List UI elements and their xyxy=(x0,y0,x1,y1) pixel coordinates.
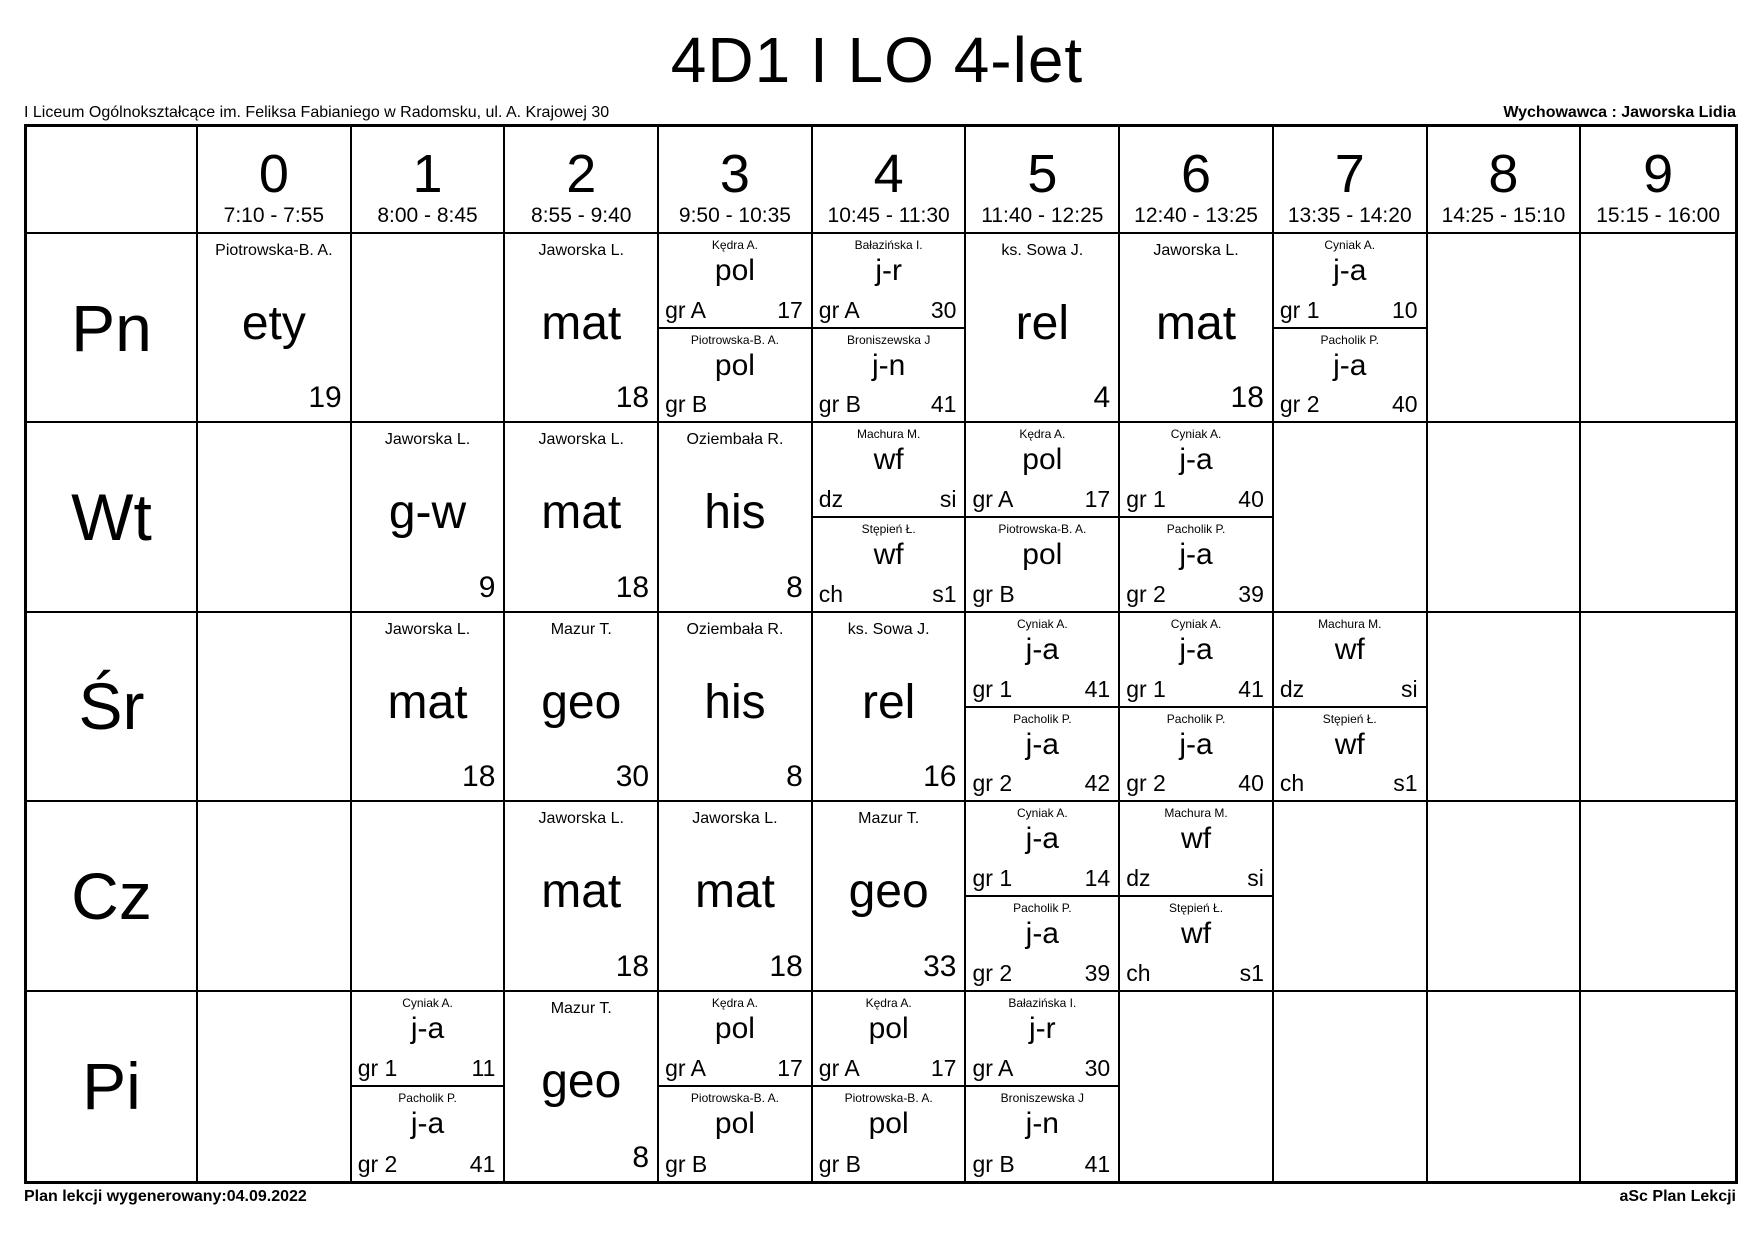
empty-slot xyxy=(1581,234,1735,423)
lesson-group: gr 2 xyxy=(357,1151,398,1177)
lesson-room: si xyxy=(939,486,957,513)
lesson-room: s1 xyxy=(1393,770,1418,797)
empty-slot xyxy=(1120,992,1274,1181)
lesson-group: gr 2 xyxy=(1279,391,1320,418)
period-number: 9 xyxy=(1643,144,1674,204)
lesson-subject: pol xyxy=(714,1011,755,1045)
lesson-room: 41 xyxy=(930,391,957,418)
group-lesson xyxy=(659,234,811,327)
lesson-subject: j-a xyxy=(1025,632,1059,666)
lesson-group: gr 1 xyxy=(972,864,1013,891)
lesson-subject: wf xyxy=(1334,632,1365,666)
lesson-subject: geo xyxy=(541,675,622,729)
lesson-slot-split xyxy=(659,992,813,1181)
lesson-group: gr B xyxy=(818,1151,861,1177)
lesson-subject: wf xyxy=(1181,916,1212,950)
group-lesson xyxy=(966,613,1118,706)
lesson-slot xyxy=(198,234,352,423)
lesson-room: 18 xyxy=(615,381,650,415)
lesson-room: 41 xyxy=(1084,675,1111,702)
timetable-title: 4D1 I LO 4-let xyxy=(670,24,1084,96)
lesson-room: 8 xyxy=(786,760,803,794)
group-lesson xyxy=(813,1085,965,1181)
group-lesson xyxy=(966,992,1118,1086)
group-lesson xyxy=(352,1085,504,1181)
lesson-subject: wf xyxy=(873,443,904,477)
lesson-subject: j-a xyxy=(1333,254,1367,287)
lesson-subject: wf xyxy=(1334,727,1365,761)
lesson-room: 19 xyxy=(308,381,342,415)
lesson-subject: wf xyxy=(873,538,904,572)
lesson-room: 30 xyxy=(615,760,650,794)
empty-slot xyxy=(1581,802,1735,991)
lesson-teacher: Pacholik P. xyxy=(1166,711,1226,726)
lesson-slot-split xyxy=(813,992,967,1181)
timetable-grid xyxy=(24,124,1738,1184)
lesson-group: gr 1 xyxy=(357,1055,398,1082)
empty-slot xyxy=(1428,613,1582,802)
lesson-subject: mat xyxy=(1156,297,1237,350)
lesson-teacher: ks. Sowa J. xyxy=(847,620,930,638)
empty-slot xyxy=(1274,802,1428,991)
lesson-subject: pol xyxy=(868,1107,909,1141)
school-name: I Liceum Ogólnokształcące im. Feliksa Fabianiego w Radomsku, ul. A. Krajowej 30 xyxy=(24,104,610,121)
group-lesson xyxy=(1274,327,1426,422)
lesson-group: gr A xyxy=(818,296,860,323)
day-name: Cz xyxy=(27,802,198,991)
lesson-group: dz xyxy=(1126,864,1151,891)
lesson-teacher: Cyniak A. xyxy=(1016,806,1068,821)
group-lesson xyxy=(813,327,965,422)
lesson-room: si xyxy=(1400,675,1418,702)
lesson-teacher: Piotrowska-B. A. xyxy=(844,1091,933,1106)
group-lesson xyxy=(1120,895,1272,990)
lesson-room: 39 xyxy=(1238,580,1264,607)
lesson-teacher: Cyniak A. xyxy=(1170,427,1222,442)
lesson-teacher: Pacholik P. xyxy=(1013,711,1072,726)
lesson-teacher: Piotrowska-B. A. xyxy=(215,242,333,259)
lesson-group: gr 1 xyxy=(1279,296,1320,323)
lesson-slot xyxy=(352,423,506,612)
lesson-slot-split xyxy=(966,423,1120,612)
empty-slot xyxy=(352,234,506,423)
period-header xyxy=(1120,127,1274,234)
lesson-teacher: Jaworska L. xyxy=(384,620,471,638)
lesson-slot-split xyxy=(813,234,967,423)
group-lesson xyxy=(659,992,811,1086)
lesson-slot xyxy=(352,613,506,802)
lesson-teacher: Mazur T. xyxy=(550,999,612,1017)
software-brand: aSc Plan Lekcji xyxy=(1619,1188,1736,1205)
lesson-room: s1 xyxy=(932,580,957,607)
lesson-teacher: Stępień Ł. xyxy=(861,522,916,537)
group-lesson xyxy=(659,1085,811,1181)
lesson-room: 41 xyxy=(1084,1151,1111,1177)
empty-slot xyxy=(1274,992,1428,1181)
period-number: 3 xyxy=(719,144,750,204)
lesson-subject: geo xyxy=(541,1054,622,1108)
period-header xyxy=(352,127,506,234)
lesson-teacher: Pacholik P. xyxy=(1166,522,1226,537)
period-number: 0 xyxy=(258,144,289,204)
lesson-room: 40 xyxy=(1238,770,1264,797)
period-time: 13:35 - 14:20 xyxy=(1287,204,1412,227)
day-name: Śr xyxy=(27,613,198,802)
period-time: 10:45 - 11:30 xyxy=(827,204,950,227)
lesson-room: 41 xyxy=(1238,675,1264,702)
period-number: 2 xyxy=(566,144,597,204)
lesson-room: 39 xyxy=(1084,959,1111,986)
lesson-room: 17 xyxy=(1084,486,1111,513)
lesson-subject: geo xyxy=(848,865,929,919)
lesson-room: 30 xyxy=(1084,1055,1111,1082)
lesson-group: ch xyxy=(1279,770,1305,797)
lesson-teacher: Jaworska L. xyxy=(1153,242,1239,259)
lesson-room: 18 xyxy=(462,760,496,794)
lesson-teacher: Jaworska L. xyxy=(384,431,471,449)
empty-slot xyxy=(198,423,352,612)
lesson-slot-split xyxy=(1120,802,1274,991)
period-time: 11:40 - 12:25 xyxy=(981,204,1104,227)
lesson-teacher: Pacholik P. xyxy=(1013,900,1072,915)
empty-slot xyxy=(1581,992,1735,1181)
empty-slot xyxy=(198,613,352,802)
period-number: 7 xyxy=(1334,144,1365,204)
lesson-room: 18 xyxy=(769,949,803,983)
lesson-subject: pol xyxy=(1022,443,1063,477)
lesson-slot xyxy=(505,423,659,612)
lesson-teacher: Oziembała R. xyxy=(686,620,784,638)
group-lesson xyxy=(966,1085,1118,1181)
lesson-room: 4 xyxy=(1093,381,1111,415)
group-lesson xyxy=(1274,706,1426,801)
group-lesson xyxy=(659,327,811,422)
lesson-group: gr 2 xyxy=(972,959,1013,986)
lesson-group: gr 1 xyxy=(1126,486,1166,513)
lesson-teacher: Stępień Ł. xyxy=(1322,711,1377,726)
period-time: 12:40 - 13:25 xyxy=(1134,204,1258,227)
period-header xyxy=(813,127,967,234)
empty-slot xyxy=(1428,802,1582,991)
lesson-room: 42 xyxy=(1084,770,1111,797)
lesson-teacher: Kędra A. xyxy=(711,238,758,252)
period-header xyxy=(1581,127,1735,234)
lesson-room: 16 xyxy=(923,760,957,794)
lesson-subject: j-a xyxy=(1025,916,1059,950)
period-number: 8 xyxy=(1488,144,1519,204)
lesson-subject: his xyxy=(704,675,766,729)
lesson-slot-split xyxy=(1120,423,1274,612)
lesson-teacher: Broniszewska J xyxy=(846,332,931,347)
lesson-teacher: Kędra A. xyxy=(1019,427,1066,442)
group-lesson xyxy=(966,516,1118,611)
group-lesson xyxy=(813,516,965,611)
lesson-subject: pol xyxy=(714,348,755,382)
lesson-group: gr A xyxy=(665,1055,707,1082)
period-time: 8:55 - 9:40 xyxy=(531,204,632,227)
lesson-group: gr A xyxy=(665,296,707,323)
lesson-subject: rel xyxy=(1015,297,1069,350)
lesson-subject: j-a xyxy=(1025,822,1059,856)
lesson-teacher: ks. Sowa J. xyxy=(1001,242,1084,259)
lesson-subject: j-a xyxy=(1179,632,1213,666)
period-time: 14:25 - 15:10 xyxy=(1441,204,1566,227)
period-header xyxy=(659,127,813,234)
lesson-room: si xyxy=(1247,864,1264,891)
lesson-room: 33 xyxy=(923,949,957,983)
lesson-subject: j-a xyxy=(1179,727,1213,761)
lesson-group: ch xyxy=(1126,959,1151,986)
lesson-group: gr A xyxy=(818,1055,860,1082)
empty-slot xyxy=(198,992,352,1181)
lesson-subject: j-a xyxy=(410,1011,445,1045)
lesson-slot xyxy=(813,613,967,802)
lesson-teacher: Cyniak A. xyxy=(402,995,453,1010)
period-time: 9:50 - 10:35 xyxy=(678,204,791,227)
lesson-room: s1 xyxy=(1239,959,1264,986)
lesson-room: 30 xyxy=(930,296,957,323)
lesson-subject: j-a xyxy=(1333,348,1367,382)
lesson-teacher: Pacholik P. xyxy=(398,1091,457,1106)
lesson-teacher: Piotrowska-B. A. xyxy=(690,1091,779,1106)
lesson-subject: j-r xyxy=(1029,1011,1056,1045)
period-number: 1 xyxy=(412,144,443,204)
lesson-group: gr 2 xyxy=(972,770,1013,797)
lesson-group: gr B xyxy=(972,1151,1015,1177)
group-lesson xyxy=(966,423,1118,516)
group-lesson xyxy=(1120,802,1272,895)
lesson-slot-split xyxy=(966,613,1120,802)
period-header xyxy=(198,127,352,234)
period-header xyxy=(966,127,1120,234)
period-header xyxy=(1274,127,1428,234)
group-lesson xyxy=(1274,613,1426,706)
lesson-slot-split xyxy=(966,992,1120,1181)
lesson-subject: j-a xyxy=(1179,538,1213,572)
period-number: 6 xyxy=(1181,144,1212,204)
lesson-room: 18 xyxy=(1230,381,1264,415)
lesson-slot xyxy=(966,234,1120,423)
lesson-group: gr B xyxy=(972,580,1015,607)
day-name: Pi xyxy=(27,992,198,1181)
lesson-group: gr 1 xyxy=(972,675,1013,702)
lesson-slot xyxy=(505,234,659,423)
lesson-slot-split xyxy=(1274,234,1428,423)
lesson-teacher: Bałazińska I. xyxy=(1008,995,1077,1010)
lesson-slot xyxy=(813,802,967,991)
lesson-subject: g-w xyxy=(388,486,467,540)
empty-slot xyxy=(1581,423,1735,612)
lesson-group: gr B xyxy=(665,1151,708,1177)
lesson-slot xyxy=(505,613,659,802)
lesson-teacher: Machura M. xyxy=(1164,806,1228,821)
lesson-teacher: Piotrowska-B. A. xyxy=(998,522,1087,537)
lesson-slot-split xyxy=(1120,613,1274,802)
lesson-subject: j-n xyxy=(871,348,906,382)
lesson-teacher: Jaworska L. xyxy=(692,810,778,828)
group-lesson xyxy=(1120,423,1272,516)
lesson-teacher: Pacholik P. xyxy=(1320,332,1379,347)
lesson-room: 9 xyxy=(478,570,496,604)
lesson-teacher: Mazur T. xyxy=(858,810,920,828)
lesson-slot xyxy=(505,992,659,1181)
day-name: Wt xyxy=(27,423,198,612)
period-header xyxy=(1428,127,1582,234)
lesson-slot xyxy=(505,802,659,991)
lesson-subject: j-a xyxy=(1179,443,1213,477)
lesson-room: 11 xyxy=(471,1055,496,1082)
lesson-slot-split xyxy=(813,423,967,612)
lesson-subject: ety xyxy=(241,297,306,350)
empty-slot xyxy=(352,802,506,991)
group-lesson xyxy=(352,992,504,1086)
lesson-subject: j-a xyxy=(410,1107,445,1141)
group-lesson xyxy=(813,234,965,327)
lesson-room: 8 xyxy=(632,1140,650,1174)
group-lesson xyxy=(1120,706,1272,801)
lesson-room: 40 xyxy=(1392,391,1418,418)
lesson-group: gr 2 xyxy=(1126,580,1166,607)
lesson-slot xyxy=(659,423,813,612)
lesson-room: 17 xyxy=(930,1055,957,1082)
lesson-teacher: Kędra A. xyxy=(711,995,758,1010)
lesson-teacher: Mazur T. xyxy=(550,620,612,638)
lesson-group: gr A xyxy=(972,486,1014,513)
lesson-subject: mat xyxy=(694,865,775,919)
generated-date: Plan lekcji wygenerowany:04.09.2022 xyxy=(24,1188,307,1205)
group-lesson xyxy=(966,895,1118,990)
lesson-subject: j-a xyxy=(1025,727,1059,761)
lesson-teacher: Bałazińska I. xyxy=(854,238,923,252)
lesson-teacher: Piotrowska-B. A. xyxy=(690,332,779,347)
lesson-slot xyxy=(659,613,813,802)
lesson-room: 17 xyxy=(777,296,803,323)
lesson-subject: mat xyxy=(541,486,622,540)
lesson-group: gr 2 xyxy=(1126,770,1166,797)
empty-slot xyxy=(198,802,352,991)
lesson-teacher: Kędra A. xyxy=(865,995,912,1010)
lesson-subject: mat xyxy=(387,675,468,729)
lesson-group: ch xyxy=(818,580,844,607)
period-header xyxy=(505,127,659,234)
lesson-subject: pol xyxy=(868,1011,909,1045)
lesson-slot-split xyxy=(352,992,506,1181)
lesson-teacher: Jaworska L. xyxy=(538,242,624,259)
empty-slot xyxy=(1581,613,1735,802)
lesson-room: 17 xyxy=(777,1055,803,1082)
lesson-teacher: Machura M. xyxy=(856,427,921,442)
lesson-subject: pol xyxy=(714,254,755,287)
corner-cell xyxy=(27,127,198,234)
lesson-room: 18 xyxy=(615,949,650,983)
period-time: 7:10 - 7:55 xyxy=(223,204,325,227)
group-lesson xyxy=(1120,613,1272,706)
lesson-slot-split xyxy=(966,802,1120,991)
lesson-subject: j-r xyxy=(875,254,902,287)
period-time: 15:15 - 16:00 xyxy=(1596,204,1721,227)
empty-slot xyxy=(1428,234,1582,423)
lesson-group: gr B xyxy=(818,391,861,418)
lesson-group: dz xyxy=(818,486,844,513)
group-lesson xyxy=(1120,516,1272,611)
period-number: 4 xyxy=(873,144,904,204)
lesson-slot-split xyxy=(1274,613,1428,802)
lesson-subject: his xyxy=(704,486,766,540)
period-number: 5 xyxy=(1027,144,1058,204)
lesson-subject: j-n xyxy=(1025,1107,1059,1141)
class-teacher: Wychowawca : Jaworska Lidia xyxy=(1503,104,1736,121)
lesson-subject: mat xyxy=(541,297,622,350)
lesson-teacher: Cyniak A. xyxy=(1170,616,1222,631)
lesson-teacher: Jaworska L. xyxy=(538,810,624,828)
group-lesson xyxy=(966,802,1118,895)
lesson-group: gr 1 xyxy=(1126,675,1166,702)
lesson-room: 10 xyxy=(1392,296,1418,323)
lesson-teacher: Oziembała R. xyxy=(686,431,784,449)
lesson-teacher: Jaworska L. xyxy=(538,431,624,449)
lesson-room: 14 xyxy=(1084,864,1111,891)
lesson-teacher: Machura M. xyxy=(1318,616,1382,631)
lesson-subject: wf xyxy=(1181,822,1212,856)
lesson-teacher: Cyniak A. xyxy=(1016,616,1068,631)
lesson-group: dz xyxy=(1279,675,1305,702)
period-time: 8:00 - 8:45 xyxy=(377,204,478,227)
empty-slot xyxy=(1428,423,1582,612)
group-lesson xyxy=(813,992,965,1086)
lesson-slot xyxy=(659,802,813,991)
lesson-room: 8 xyxy=(786,570,803,604)
lesson-subject: pol xyxy=(1022,538,1063,572)
lesson-slot xyxy=(1120,234,1274,423)
group-lesson xyxy=(813,423,965,516)
empty-slot xyxy=(1274,423,1428,612)
lesson-subject: pol xyxy=(714,1107,755,1141)
lesson-slot-split xyxy=(659,234,813,423)
empty-slot xyxy=(1428,992,1582,1181)
lesson-teacher: Stępień Ł. xyxy=(1169,900,1224,915)
lesson-group: gr B xyxy=(665,391,708,418)
lesson-subject: rel xyxy=(861,675,916,729)
lesson-room: 40 xyxy=(1238,486,1264,513)
group-lesson xyxy=(966,706,1118,801)
group-lesson xyxy=(1274,234,1426,327)
lesson-group: gr A xyxy=(972,1055,1014,1082)
lesson-teacher: Cyniak A. xyxy=(1324,238,1376,252)
lesson-teacher: Broniszewska J xyxy=(1000,1091,1085,1106)
lesson-room: 41 xyxy=(469,1151,496,1177)
day-name: Pn xyxy=(27,234,198,423)
lesson-room: 18 xyxy=(615,570,650,604)
lesson-subject: mat xyxy=(541,865,622,919)
